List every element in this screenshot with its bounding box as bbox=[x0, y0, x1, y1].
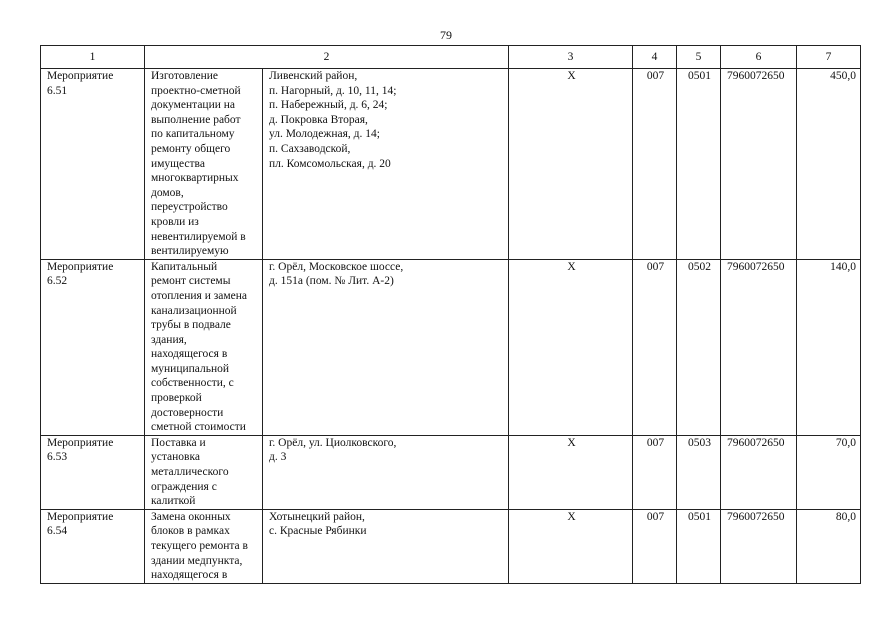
measure-id-cell bbox=[41, 259, 145, 435]
measure-name: Замена оконных блоков в рамках текущего ремонта в здании медпункта, находящегося в bbox=[151, 510, 248, 582]
measure-name: Поставка и установка металлического ограждения с калиткой bbox=[151, 436, 229, 508]
measure-name: Капитальный ремонт системы отопления и замена канализационной трубы в подвале здания, находящегося в муниципальной собственности, с проверкой достоверности сметной стоимости bbox=[151, 260, 248, 434]
measure-id-cell bbox=[41, 435, 145, 509]
table-row bbox=[41, 69, 861, 260]
measure-id: Мероприятие 6.54 bbox=[47, 510, 114, 538]
column-header-2: 2 bbox=[145, 46, 509, 69]
col4-cell: 007 bbox=[633, 435, 677, 509]
column-header-6: 6 bbox=[721, 46, 797, 69]
measure-name-cell bbox=[145, 435, 263, 509]
col3-cell: Х bbox=[509, 509, 633, 583]
col6-cell: 7960072650 bbox=[721, 259, 797, 435]
table-row bbox=[41, 509, 861, 583]
amount-cell: 80,0 bbox=[797, 509, 861, 583]
measure-address: Ливенский район, п. Нагорный, д. 10, 11, 14; п. Набережный, д. 6, 24; д. Покровка Вторая, ул. Молодежная, д. 14; п. Сахзаводской, пл. Комсомольская, д. 20 bbox=[269, 70, 397, 170]
col6-cell: 7960072650 bbox=[721, 435, 797, 509]
measure-name: Изготовление проектно-сметной документации на выполнение работ по капитальному ремонту общего имущества многоквартирных домов, переустройство кровли из невентилируемой в вентилируемую bbox=[151, 70, 246, 258]
budget-table bbox=[40, 45, 861, 584]
header-row bbox=[41, 46, 861, 69]
measure-id: Мероприятие 6.51 bbox=[47, 70, 114, 97]
amount-cell: 70,0 bbox=[797, 435, 861, 509]
measure-id-cell bbox=[41, 509, 145, 583]
measure-name-cell bbox=[145, 69, 263, 260]
address-cell bbox=[263, 435, 509, 509]
table-row bbox=[41, 259, 861, 435]
measure-name-cell bbox=[145, 259, 263, 435]
amount-cell: 140,0 bbox=[797, 259, 861, 435]
address-cell bbox=[263, 259, 509, 435]
address-cell bbox=[263, 509, 509, 583]
amount-cell: 450,0 bbox=[797, 69, 861, 260]
col4-cell: 007 bbox=[633, 509, 677, 583]
column-header-7: 7 bbox=[797, 46, 861, 69]
column-header-1: 1 bbox=[41, 46, 145, 69]
column-header-3: 3 bbox=[509, 46, 633, 69]
measure-address: г. Орёл, ул. Циолковского, д. 3 bbox=[269, 436, 397, 464]
col4-cell: 007 bbox=[633, 69, 677, 260]
measure-name-cell bbox=[145, 509, 263, 583]
measure-id: Мероприятие 6.52 bbox=[47, 260, 114, 288]
col3-cell: Х bbox=[509, 259, 633, 435]
col5-cell: 0503 bbox=[677, 435, 721, 509]
col5-cell: 0502 bbox=[677, 259, 721, 435]
col3-cell: Х bbox=[509, 69, 633, 260]
measure-address: г. Орёл, Московское шоссе, д. 151а (пом. № Лит. А-2) bbox=[269, 260, 404, 288]
col4-cell: 007 bbox=[633, 259, 677, 435]
col3-cell: Х bbox=[509, 435, 633, 509]
measure-id: Мероприятие 6.53 bbox=[47, 436, 114, 464]
table-row bbox=[41, 435, 861, 509]
col6-cell: 7960072650 bbox=[721, 69, 797, 260]
address-cell bbox=[263, 69, 509, 260]
column-header-5: 5 bbox=[677, 46, 721, 69]
col6-cell: 7960072650 bbox=[721, 509, 797, 583]
page-number: 79 bbox=[440, 28, 452, 42]
measure-id-cell bbox=[41, 69, 145, 260]
col5-cell: 0501 bbox=[677, 509, 721, 583]
col5-cell: 0501 bbox=[677, 69, 721, 260]
measure-address: Хотынецкий район, с. Красные Рябинки bbox=[269, 510, 367, 538]
column-header-4: 4 bbox=[633, 46, 677, 69]
